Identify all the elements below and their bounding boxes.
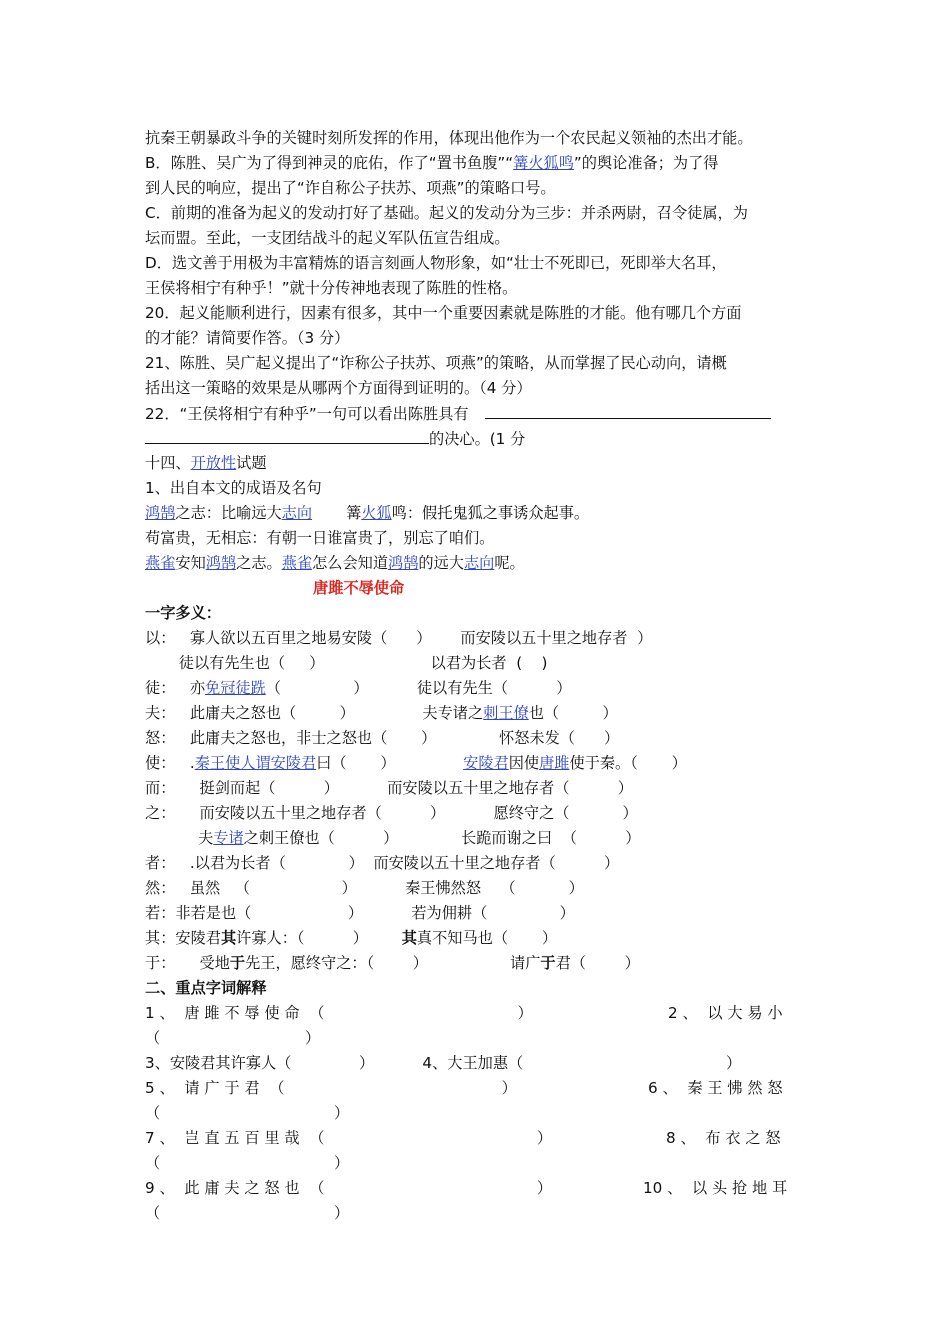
hyperlink[interactable]: 鸿鹄 (145, 504, 176, 522)
section-heading: 二、重点字词解释 (145, 979, 267, 997)
text-line: 而： 挺剑而起（ ） 而安陵以五十里之地存者（ ） (145, 779, 633, 797)
text-line: （ ） (145, 1104, 350, 1122)
text-line (145, 754, 687, 772)
text: （ ） 徒以有先生（ ） (265, 679, 572, 697)
text-line: 到人民的响应，提出了“诈自称公子扶苏、项燕”的策略口号。 (145, 179, 556, 197)
hyperlink[interactable]: 专诸 (213, 829, 244, 847)
text: 试题 (236, 454, 267, 472)
text-line (145, 679, 571, 697)
text-line: 8 、 布 衣 之 怒 (666, 1129, 781, 1147)
section-heading: 一字多义： (145, 604, 221, 622)
text-line: 之： 而安陵以五十里之地存者（ ） 愿终守之（ ） (145, 804, 638, 822)
text: 之志。 (236, 554, 282, 572)
text: 使： . (145, 754, 195, 772)
hyperlink[interactable]: 安陵君 (463, 754, 509, 772)
text-line: 3、安陵君其许寡人（ ） 4、大王加惠（ ） (145, 1054, 742, 1072)
text: 安知 (175, 554, 206, 572)
text: 徒： 亦 (145, 679, 206, 697)
text-line (145, 704, 618, 722)
text-line: 括出这一策略的效果是从哪两个方面得到证明的。（4 分） (145, 379, 532, 397)
text: 呢。 (494, 554, 525, 572)
idiom-line (145, 554, 525, 572)
hyperlink[interactable]: 唐雎 (539, 754, 570, 772)
option-b-line1 (145, 154, 718, 172)
text: 之志：比喻远大 (175, 504, 282, 522)
text: 其 (220, 929, 237, 947)
text-line (145, 929, 557, 947)
text: 许寡人：（ ） (236, 929, 402, 947)
text: ”的舆论准备；为了得 (573, 154, 719, 172)
text: 曰（ ） (316, 754, 464, 772)
text-line: 徒以有先生也（ ） 以君为长者 ( ) (145, 654, 548, 672)
question-20: 20．起义能顺利进行，因素有很多，其中一个重要因素就是陈胜的才能。他有哪几个方面 (145, 304, 742, 322)
text: 于 (229, 954, 246, 972)
section-heading (145, 454, 267, 472)
answer-blank[interactable] (145, 429, 429, 444)
text: 怎么会知道 (312, 554, 388, 572)
text-line: 9 、 此 庸 夫 之 怒 也 （ ） (145, 1179, 553, 1197)
text: 其 (401, 929, 417, 947)
text-line: 6 、 秦 王 怫 然 怒 (648, 1079, 783, 1097)
text-line: 苟富贵，无相忘：有朝一日谁富贵了，别忘了咱们。 (145, 529, 495, 547)
hyperlink[interactable]: 篝火狐鸣 (513, 154, 574, 172)
text-line: 坛而盟。至此，一支团结战斗的起义军队伍宣告组成。 (145, 229, 510, 247)
text-line: （ ） (145, 1029, 321, 1047)
hyperlink[interactable]: 燕雀 (281, 554, 313, 572)
question-22-cont (145, 429, 525, 448)
text: 的决心。(1 分 (429, 430, 526, 448)
text: 君（ ） (555, 954, 640, 972)
text-line: （ ） (145, 1154, 350, 1172)
text-line: 然： 虽然 （ ） 秦王怫然怒 （ ） (145, 879, 584, 897)
idiom-line (145, 504, 589, 522)
text-line: 若：非若是也（ ） 若为佣耕（ ） (145, 904, 575, 922)
answer-blank[interactable] (485, 404, 771, 419)
text: B．陈胜、吴广为了得到神灵的庇佑，作了“置书鱼腹”“ (145, 154, 514, 172)
text-line: 10 、 以 头 抢 地 耳 (643, 1179, 788, 1197)
text-line: 1 、 唐 雎 不 辱 使 命 （ ） (145, 1004, 533, 1022)
text: 之刺王僚也（ ） 长跪而谢之曰 （ ） (243, 829, 641, 847)
question-22 (145, 404, 771, 423)
text: 因使 (508, 754, 540, 772)
text: 其：安陵君 (145, 929, 221, 947)
text-line: 王侯将相宁有种乎！”就十分传神地表现了陈胜的性格。 (145, 279, 518, 297)
text: 先王，愿终守之：（ ） 请广 (245, 954, 541, 972)
hyperlink[interactable]: 秦王使人谓安陵君 (194, 754, 317, 772)
option-d-line1: D．选文善于用极为丰富精炼的语言刻画人物形象，如“壮士不死即已，死即举大名耳， (145, 254, 727, 272)
text-line: 5 、 请 广 于 君 （ ） (145, 1079, 517, 1097)
hyperlink[interactable]: 鸿鹄 (205, 554, 237, 572)
text-line: （ ） (145, 1204, 350, 1222)
text: 鸣：假托鬼狐之事诱众起事。 (391, 504, 590, 522)
text: 的远大 (418, 554, 464, 572)
article-title: 唐雎不辱使命 (313, 579, 405, 597)
text-line: 抗秦王朝暴政斗争的关键时刻所发挥的作用，体现出他作为一个农民起义领袖的杰出才能。 (145, 129, 753, 147)
text: 夫 (145, 829, 214, 847)
hyperlink[interactable]: 志向 (463, 554, 495, 572)
text: 夫： 此庸夫之怒也（ ） 夫专诸之 (145, 704, 484, 722)
text: 十四、 (145, 454, 191, 472)
text: 22．“王侯将相宁有种乎”一句可以看出陈胜具有 (145, 405, 469, 423)
text: 也（ ） (528, 704, 618, 722)
hyperlink[interactable]: 火狐 (361, 504, 392, 522)
text-line: 怒： 此庸夫之怒也，非士之怒也（ ） 怀怒未发（ ） (145, 729, 620, 747)
text: 于 (540, 954, 556, 972)
text-line (145, 829, 640, 847)
text-line: 1、出自本文的成语及名句 (145, 479, 322, 497)
hyperlink[interactable]: 鸿鹄 (388, 554, 419, 572)
text: 真不知马也（ ） (416, 929, 558, 947)
text-line: 的才能？请简要作答。（3 分） (145, 329, 350, 347)
option-c-line1: C．前期的准备为起义的发动打好了基础。起义的发动分为三步：并杀两尉，召令徒属，为 (145, 204, 748, 222)
text-line: 者： .以君为长者（ ） 而安陵以五十里之地存者（ ） (145, 854, 620, 872)
hyperlink[interactable]: 刺王僚 (483, 704, 529, 722)
text-line: 以： 寡人欲以五百里之地易安陵（ ） 而安陵以五十里之地存者 ） (145, 629, 653, 647)
text: 篝 (346, 504, 362, 522)
question-21: 21、陈胜、吴广起义提出了“诈称公子扶苏、项燕”的策略，从而掌握了民心动向，请概 (145, 354, 727, 372)
text: 使于秦。（ ） (569, 754, 687, 772)
text-line: 7 、 岂 直 五 百 里 哉 （ ） (145, 1129, 553, 1147)
text-line: 2 、 以 大 易 小 (668, 1004, 783, 1022)
text-line (145, 954, 640, 972)
hyperlink[interactable]: 志向 (281, 504, 313, 522)
hyperlink[interactable]: 燕雀 (145, 554, 176, 572)
text: 于： 受地 (145, 954, 230, 972)
hyperlink[interactable]: 开放性 (190, 454, 237, 472)
hyperlink[interactable]: 免冠徒跣 (205, 679, 266, 697)
